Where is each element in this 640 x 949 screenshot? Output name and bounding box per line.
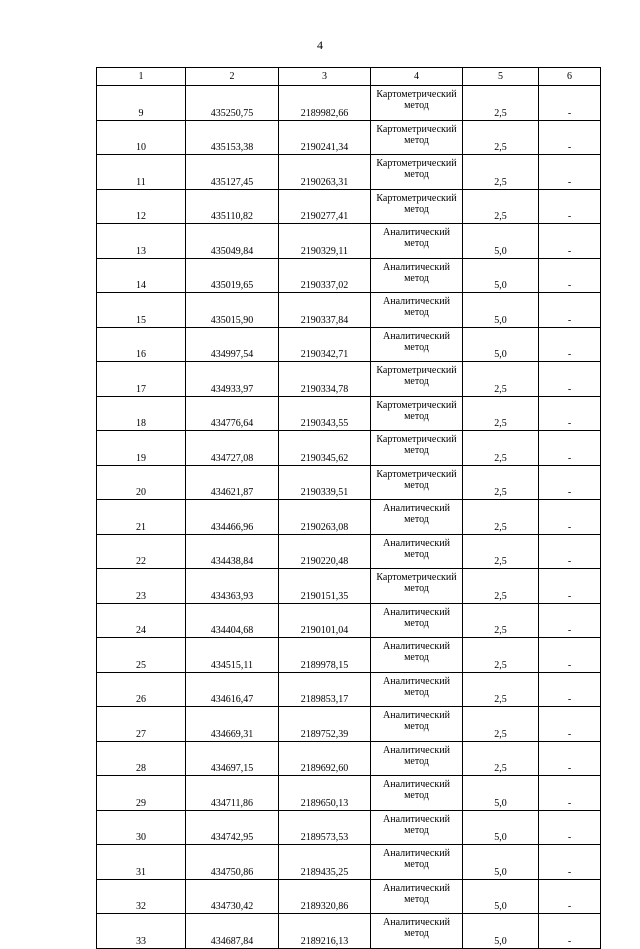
note-cell: - — [539, 189, 601, 224]
accuracy-cell: 2,5 — [463, 120, 539, 155]
method-cell — [371, 293, 463, 328]
table-row — [97, 258, 601, 293]
table-row — [97, 396, 601, 431]
table-row — [97, 293, 601, 328]
table-row — [97, 569, 601, 604]
x-coordinate-cell: 434438,84 — [186, 534, 279, 569]
y-coordinate-cell: 2190337,84 — [279, 293, 371, 328]
accuracy-cell: 5,0 — [463, 879, 539, 914]
method-name-text: Аналитический — [383, 744, 450, 756]
accuracy-cell: 5,0 — [463, 776, 539, 811]
table-row — [97, 431, 601, 466]
method-cell — [371, 465, 463, 500]
method-cell — [371, 155, 463, 190]
y-coordinate-cell: 2189435,25 — [279, 845, 371, 880]
note-cell: - — [539, 293, 601, 328]
y-coordinate-cell: 2189978,15 — [279, 638, 371, 673]
table-row — [97, 603, 601, 638]
note-cell: - — [539, 638, 601, 673]
method-cell — [371, 534, 463, 569]
method-word-text: метод — [404, 790, 429, 801]
y-coordinate-cell: 2190241,34 — [279, 120, 371, 155]
method-cell — [371, 603, 463, 638]
method-name-text: Аналитический — [383, 261, 450, 273]
method-word-text: метод — [404, 583, 429, 594]
method-name-text: Аналитический — [383, 503, 450, 514]
table-row — [97, 534, 601, 569]
accuracy-cell: 5,0 — [463, 914, 539, 949]
note-cell: - — [539, 741, 601, 776]
method-word-text: метод — [404, 893, 429, 905]
method-name-text: Картометрический — [376, 365, 457, 376]
header-cell-col-2: 2 — [186, 68, 279, 86]
method-name-text: Картометрический — [376, 158, 457, 169]
x-coordinate-cell: 434997,54 — [186, 327, 279, 362]
point-number-cell: 22 — [97, 534, 186, 569]
y-coordinate-cell: 2190342,71 — [279, 327, 371, 362]
y-coordinate-cell: 2190277,41 — [279, 189, 371, 224]
note-cell: - — [539, 776, 601, 811]
point-number-cell: 27 — [97, 707, 186, 742]
point-number-cell: 28 — [97, 741, 186, 776]
method-cell — [371, 879, 463, 914]
y-coordinate-cell: 2190220,48 — [279, 534, 371, 569]
point-number-cell: 30 — [97, 810, 186, 845]
method-name-text: Аналитический — [383, 330, 450, 342]
method-word-text: метод — [404, 548, 429, 560]
method-word-text: метод — [404, 445, 429, 456]
method-word-text: метод — [404, 652, 429, 663]
note-cell: - — [539, 327, 601, 362]
y-coordinate-cell: 2190339,51 — [279, 465, 371, 500]
table-row — [97, 810, 601, 845]
x-coordinate-cell: 434515,11 — [186, 638, 279, 673]
method-name-text: Картометрический — [376, 468, 457, 480]
note-cell: - — [539, 707, 601, 742]
point-number-cell: 16 — [97, 327, 186, 362]
x-coordinate-cell: 434727,08 — [186, 431, 279, 466]
point-number-cell: 29 — [97, 776, 186, 811]
x-coordinate-cell: 435250,75 — [186, 86, 279, 121]
method-cell — [371, 741, 463, 776]
accuracy-cell: 5,0 — [463, 810, 539, 845]
table-header-row — [97, 68, 601, 86]
note-cell: - — [539, 879, 601, 914]
method-name-text: Аналитический — [383, 779, 450, 790]
method-name-text: Аналитический — [383, 813, 450, 825]
note-cell: - — [539, 120, 601, 155]
note-cell: - — [539, 155, 601, 190]
header-cell-col-1: 1 — [97, 68, 186, 86]
accuracy-cell: 2,5 — [463, 189, 539, 224]
method-cell — [371, 327, 463, 362]
accuracy-cell: 2,5 — [463, 638, 539, 673]
method-word-text: метод — [404, 928, 429, 939]
method-name-text: Аналитический — [383, 675, 450, 687]
point-number-cell: 24 — [97, 603, 186, 638]
method-cell — [371, 707, 463, 742]
y-coordinate-cell: 2190263,31 — [279, 155, 371, 190]
x-coordinate-cell: 434730,42 — [186, 879, 279, 914]
note-cell: - — [539, 914, 601, 949]
accuracy-cell: 2,5 — [463, 603, 539, 638]
table-row — [97, 362, 601, 397]
note-cell: - — [539, 500, 601, 535]
point-number-cell: 20 — [97, 465, 186, 500]
y-coordinate-cell: 2189320,86 — [279, 879, 371, 914]
method-cell — [371, 362, 463, 397]
method-word-text: метод — [404, 859, 429, 870]
x-coordinate-cell: 435049,84 — [186, 224, 279, 259]
table-row — [97, 224, 601, 259]
method-name-text: Картометрический — [376, 123, 457, 135]
method-name-text: Аналитический — [383, 882, 450, 894]
accuracy-cell: 2,5 — [463, 396, 539, 431]
point-number-cell: 21 — [97, 500, 186, 535]
method-word-text: метод — [404, 169, 429, 180]
method-name-text: Картометрический — [376, 434, 457, 445]
accuracy-cell: 5,0 — [463, 293, 539, 328]
table-row — [97, 845, 601, 880]
accuracy-cell: 5,0 — [463, 224, 539, 259]
note-cell: - — [539, 569, 601, 604]
header-cell-col-4: 4 — [371, 68, 463, 86]
accuracy-cell: 2,5 — [463, 465, 539, 500]
method-cell — [371, 569, 463, 604]
method-cell — [371, 189, 463, 224]
x-coordinate-cell: 434466,96 — [186, 500, 279, 535]
method-name-text: Картометрический — [376, 399, 457, 411]
accuracy-cell: 2,5 — [463, 362, 539, 397]
y-coordinate-cell: 2190101,04 — [279, 603, 371, 638]
method-word-text: метод — [404, 134, 429, 146]
method-name-text: Аналитический — [383, 296, 450, 307]
point-number-cell: 10 — [97, 120, 186, 155]
x-coordinate-cell: 434621,87 — [186, 465, 279, 500]
header-cell-col-3: 3 — [279, 68, 371, 86]
note-cell: - — [539, 224, 601, 259]
table-row — [97, 741, 601, 776]
x-coordinate-cell: 434363,93 — [186, 569, 279, 604]
method-word-text: метод — [404, 755, 429, 767]
accuracy-cell: 2,5 — [463, 707, 539, 742]
page-number: 4 — [317, 38, 323, 52]
point-number-cell: 15 — [97, 293, 186, 328]
point-number-cell: 11 — [97, 155, 186, 190]
point-number-cell: 17 — [97, 362, 186, 397]
method-cell — [371, 224, 463, 259]
accuracy-cell: 2,5 — [463, 86, 539, 121]
method-cell — [371, 258, 463, 293]
y-coordinate-cell: 2189692,60 — [279, 741, 371, 776]
note-cell: - — [539, 810, 601, 845]
method-cell — [371, 845, 463, 880]
method-word-text: метод — [404, 203, 429, 215]
method-cell — [371, 431, 463, 466]
x-coordinate-cell: 435019,65 — [186, 258, 279, 293]
method-name-text: Аналитический — [383, 227, 450, 238]
method-cell — [371, 396, 463, 431]
note-cell: - — [539, 362, 601, 397]
accuracy-cell: 2,5 — [463, 672, 539, 707]
table-row — [97, 638, 601, 673]
point-number-cell: 9 — [97, 86, 186, 121]
table-row — [97, 86, 601, 121]
y-coordinate-cell: 2189216,13 — [279, 914, 371, 949]
accuracy-cell: 5,0 — [463, 327, 539, 362]
point-number-cell: 13 — [97, 224, 186, 259]
method-word-text: метод — [404, 479, 429, 491]
table-row — [97, 120, 601, 155]
method-name-text: Аналитический — [383, 710, 450, 721]
method-cell — [371, 810, 463, 845]
method-word-text: метод — [404, 341, 429, 353]
note-cell: - — [539, 431, 601, 466]
y-coordinate-cell: 2190345,62 — [279, 431, 371, 466]
accuracy-cell: 2,5 — [463, 500, 539, 535]
note-cell: - — [539, 258, 601, 293]
method-cell — [371, 500, 463, 535]
accuracy-cell: 2,5 — [463, 741, 539, 776]
note-cell: - — [539, 672, 601, 707]
table-row — [97, 500, 601, 535]
y-coordinate-cell: 2190337,02 — [279, 258, 371, 293]
accuracy-cell: 2,5 — [463, 534, 539, 569]
method-word-text: метод — [404, 272, 429, 284]
table-row — [97, 776, 601, 811]
x-coordinate-cell: 434711,86 — [186, 776, 279, 811]
header-cell-col-6: 6 — [539, 68, 601, 86]
point-number-cell: 23 — [97, 569, 186, 604]
method-word-text: метод — [404, 824, 429, 836]
method-word-text: метод — [404, 100, 429, 111]
y-coordinate-cell: 2189752,39 — [279, 707, 371, 742]
y-coordinate-cell: 2189853,17 — [279, 672, 371, 707]
y-coordinate-cell: 2189650,13 — [279, 776, 371, 811]
x-coordinate-cell: 434776,64 — [186, 396, 279, 431]
method-name-text: Аналитический — [383, 537, 450, 549]
method-name-text: Аналитический — [383, 917, 450, 928]
note-cell: - — [539, 465, 601, 500]
point-number-cell: 18 — [97, 396, 186, 431]
table-row — [97, 189, 601, 224]
x-coordinate-cell: 434687,84 — [186, 914, 279, 949]
table-row — [97, 707, 601, 742]
x-coordinate-cell: 434616,47 — [186, 672, 279, 707]
point-number-cell: 33 — [97, 914, 186, 949]
accuracy-cell: 2,5 — [463, 569, 539, 604]
x-coordinate-cell: 435110,82 — [186, 189, 279, 224]
x-coordinate-cell: 434933,97 — [186, 362, 279, 397]
table-row — [97, 672, 601, 707]
method-name-text: Картометрический — [376, 572, 457, 583]
accuracy-cell: 2,5 — [463, 431, 539, 466]
method-word-text: метод — [404, 617, 429, 629]
method-name-text: Аналитический — [383, 848, 450, 859]
method-word-text: метод — [404, 238, 429, 249]
accuracy-cell: 5,0 — [463, 845, 539, 880]
table-row — [97, 155, 601, 190]
y-coordinate-cell: 2190263,08 — [279, 500, 371, 535]
x-coordinate-cell: 434404,68 — [186, 603, 279, 638]
x-coordinate-cell: 435127,45 — [186, 155, 279, 190]
note-cell: - — [539, 86, 601, 121]
x-coordinate-cell: 434697,15 — [186, 741, 279, 776]
table-row — [97, 879, 601, 914]
table-row — [97, 465, 601, 500]
method-cell — [371, 776, 463, 811]
x-coordinate-cell: 435153,38 — [186, 120, 279, 155]
method-word-text: метод — [404, 721, 429, 732]
table-body — [97, 68, 601, 949]
note-cell: - — [539, 534, 601, 569]
y-coordinate-cell: 2190329,11 — [279, 224, 371, 259]
point-number-cell: 32 — [97, 879, 186, 914]
method-word-text: метод — [404, 307, 429, 318]
method-word-text: метод — [404, 376, 429, 387]
note-cell: - — [539, 603, 601, 638]
x-coordinate-cell: 434742,95 — [186, 810, 279, 845]
x-coordinate-cell: 435015,90 — [186, 293, 279, 328]
point-number-cell: 12 — [97, 189, 186, 224]
y-coordinate-cell: 2190334,78 — [279, 362, 371, 397]
x-coordinate-cell: 434750,86 — [186, 845, 279, 880]
point-number-cell: 25 — [97, 638, 186, 673]
table-row — [97, 327, 601, 362]
x-coordinate-cell: 434669,31 — [186, 707, 279, 742]
table-row — [97, 914, 601, 949]
method-word-text: метод — [404, 514, 429, 525]
method-name-text: Картометрический — [376, 89, 457, 100]
point-number-cell: 31 — [97, 845, 186, 880]
point-number-cell: 26 — [97, 672, 186, 707]
method-name-text: Картометрический — [376, 192, 457, 204]
point-number-cell: 14 — [97, 258, 186, 293]
method-cell — [371, 914, 463, 949]
accuracy-cell: 2,5 — [463, 155, 539, 190]
method-cell — [371, 86, 463, 121]
y-coordinate-cell: 2189573,53 — [279, 810, 371, 845]
point-number-cell: 19 — [97, 431, 186, 466]
accuracy-cell: 5,0 — [463, 258, 539, 293]
note-cell: - — [539, 845, 601, 880]
method-cell — [371, 120, 463, 155]
method-name-text: Аналитический — [383, 606, 450, 618]
y-coordinate-cell: 2190343,55 — [279, 396, 371, 431]
method-name-text: Аналитический — [383, 641, 450, 652]
method-word-text: метод — [404, 410, 429, 422]
y-coordinate-cell: 2189982,66 — [279, 86, 371, 121]
method-cell — [371, 672, 463, 707]
method-word-text: метод — [404, 686, 429, 698]
method-cell — [371, 638, 463, 673]
header-cell-col-5: 5 — [463, 68, 539, 86]
y-coordinate-cell: 2190151,35 — [279, 569, 371, 604]
coordinates-table — [96, 67, 601, 949]
note-cell: - — [539, 396, 601, 431]
